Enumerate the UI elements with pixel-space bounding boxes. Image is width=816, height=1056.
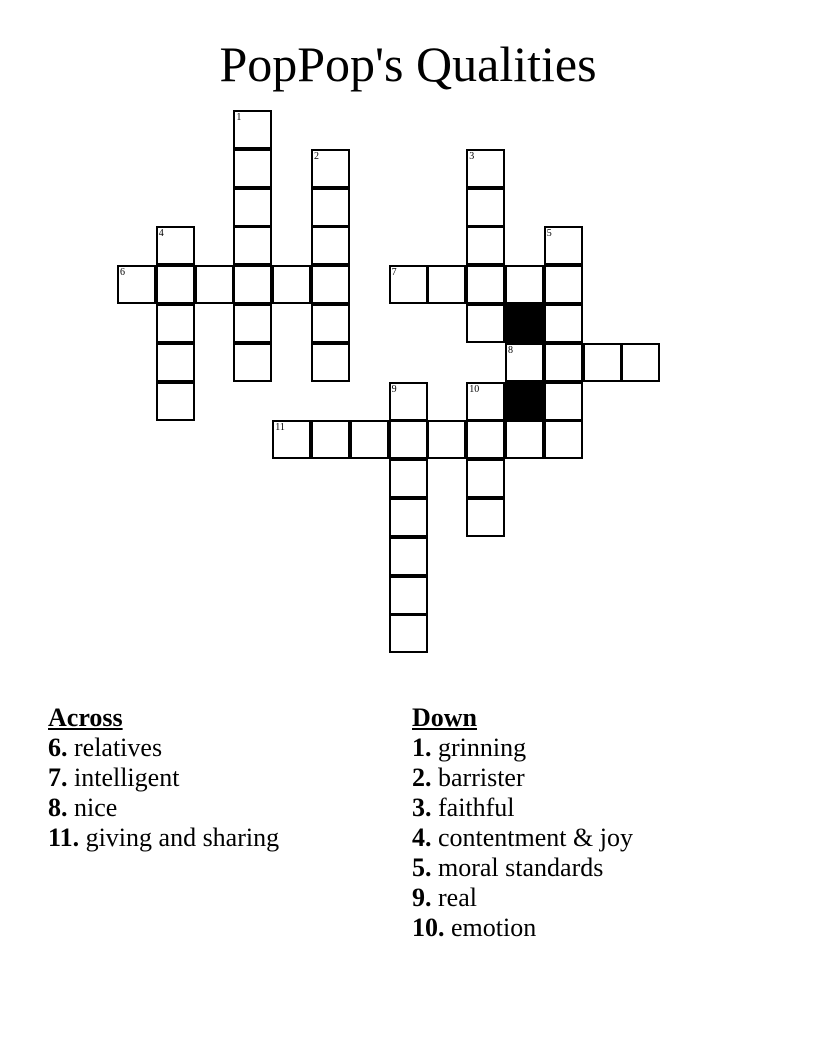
crossword-cell[interactable]: [311, 226, 350, 265]
clue-number-label: 1: [236, 112, 242, 123]
crossword-cell[interactable]: [233, 265, 272, 304]
clue-text: barrister: [438, 763, 525, 792]
crossword-cell[interactable]: [311, 149, 350, 188]
crossword-cell[interactable]: [389, 420, 428, 459]
across-clues: [48, 703, 388, 853]
clue-number-label: 3: [469, 150, 475, 162]
down-clue: [412, 823, 792, 853]
clue-number-label: 7: [391, 267, 397, 279]
clue-number-label: 10: [469, 383, 480, 395]
clue-text: relatives: [74, 733, 163, 762]
crossword-cell[interactable]: [272, 265, 311, 304]
clue-number: 7.: [48, 763, 68, 792]
crossword-cell[interactable]: [156, 343, 195, 382]
crossword-cell[interactable]: [389, 614, 428, 653]
crossword-cell[interactable]: [272, 420, 311, 459]
crossword-cell[interactable]: [466, 149, 505, 188]
crossword-cell[interactable]: [156, 226, 195, 265]
clue-text: intelligent: [74, 763, 180, 792]
crossword-cell[interactable]: [389, 537, 428, 576]
clue-number: 11.: [48, 823, 80, 852]
crossword-cell[interactable]: [233, 304, 272, 343]
crossword-cell[interactable]: [350, 420, 389, 459]
crossword-cell[interactable]: [311, 420, 350, 459]
crossword-cell[interactable]: [156, 304, 195, 343]
crossword-cell[interactable]: [466, 420, 505, 459]
across-clue: [48, 733, 388, 763]
clue-number-label: 8: [508, 344, 513, 356]
down-clue: [412, 793, 792, 823]
crossword-cell[interactable]: [466, 188, 505, 227]
crossword-cell[interactable]: [583, 343, 622, 382]
down-clue: [412, 883, 792, 913]
crossword-cell[interactable]: [117, 265, 156, 304]
clue-number: 6.: [48, 733, 68, 762]
clue-text: nice: [74, 793, 118, 822]
crossword-cell[interactable]: [466, 265, 505, 304]
crossword-cell[interactable]: [233, 188, 272, 227]
crossword-cell[interactable]: [544, 382, 583, 421]
crossword-cell[interactable]: [427, 265, 466, 304]
black-square: [505, 304, 544, 343]
across-clue: [48, 763, 388, 793]
crossword-cell[interactable]: [544, 343, 583, 382]
crossword-cell[interactable]: [544, 420, 583, 459]
crossword-cell[interactable]: [311, 343, 350, 382]
crossword-cell[interactable]: [233, 226, 272, 265]
clue-number: 1.: [412, 733, 432, 762]
clue-number-label: 4: [158, 228, 164, 240]
clue-text: giving and sharing: [85, 823, 280, 852]
crossword-cell[interactable]: [389, 459, 428, 498]
clue-number: 8.: [48, 793, 68, 822]
clue-number-label: 9: [391, 383, 397, 395]
crossword-cell[interactable]: [233, 110, 272, 149]
puzzle-title: PopPop's Qualities: [219, 36, 597, 92]
clue-number-label: 6: [120, 267, 125, 279]
clue-text: contentment & joy: [438, 823, 633, 852]
clue-text: faithful: [438, 793, 515, 822]
crossword-cell[interactable]: [505, 420, 544, 459]
clue-number-label: 2: [314, 150, 319, 162]
across-clue: [48, 823, 388, 853]
clue-text: grinning: [438, 733, 527, 762]
crossword-cell[interactable]: [466, 498, 505, 537]
crossword-cell[interactable]: [389, 382, 428, 421]
crossword-cell[interactable]: [427, 420, 466, 459]
crossword-cell[interactable]: [389, 576, 428, 615]
clue-number: 9.: [412, 883, 432, 912]
down-clue: [412, 913, 792, 943]
clue-number-label: 11: [275, 422, 285, 434]
crossword-cell[interactable]: [311, 188, 350, 227]
crossword-cell[interactable]: [466, 382, 505, 421]
crossword-cell[interactable]: [544, 304, 583, 343]
clue-number: 2.: [412, 763, 432, 792]
crossword-cell[interactable]: [156, 382, 195, 421]
clue-text: real: [438, 883, 477, 912]
clue-number: 4.: [412, 823, 432, 852]
across-heading: Across: [48, 703, 123, 732]
crossword-cell[interactable]: [544, 265, 583, 304]
clue-text: emotion: [451, 913, 537, 942]
crossword-cell[interactable]: [389, 265, 428, 304]
down-clue: [412, 763, 792, 793]
clue-number-label: 5: [546, 228, 552, 240]
across-clue: [48, 793, 388, 823]
crossword-cell[interactable]: [233, 343, 272, 382]
crossword-cell[interactable]: [311, 304, 350, 343]
crossword-cell[interactable]: [621, 343, 660, 382]
black-square: [505, 382, 544, 421]
crossword-cell[interactable]: [195, 265, 234, 304]
crossword-cell[interactable]: [544, 226, 583, 265]
down-clue: [412, 853, 792, 883]
crossword-cell[interactable]: [466, 304, 505, 343]
clue-number: 3.: [412, 793, 432, 822]
crossword-cell[interactable]: [389, 498, 428, 537]
crossword-cell[interactable]: [505, 265, 544, 304]
down-clues: [412, 703, 792, 943]
down-heading: Down: [412, 703, 478, 732]
clue-text: moral standards: [438, 853, 604, 882]
crossword-cell[interactable]: [466, 226, 505, 265]
crossword-cell[interactable]: [233, 149, 272, 188]
clue-number: 10.: [412, 913, 445, 942]
crossword-cell[interactable]: [466, 459, 505, 498]
clue-number: 5.: [412, 853, 432, 882]
crossword-cell[interactable]: [311, 265, 350, 304]
crossword-cell[interactable]: [156, 265, 195, 304]
down-clue: [412, 733, 792, 763]
crossword-cell[interactable]: [505, 343, 544, 382]
